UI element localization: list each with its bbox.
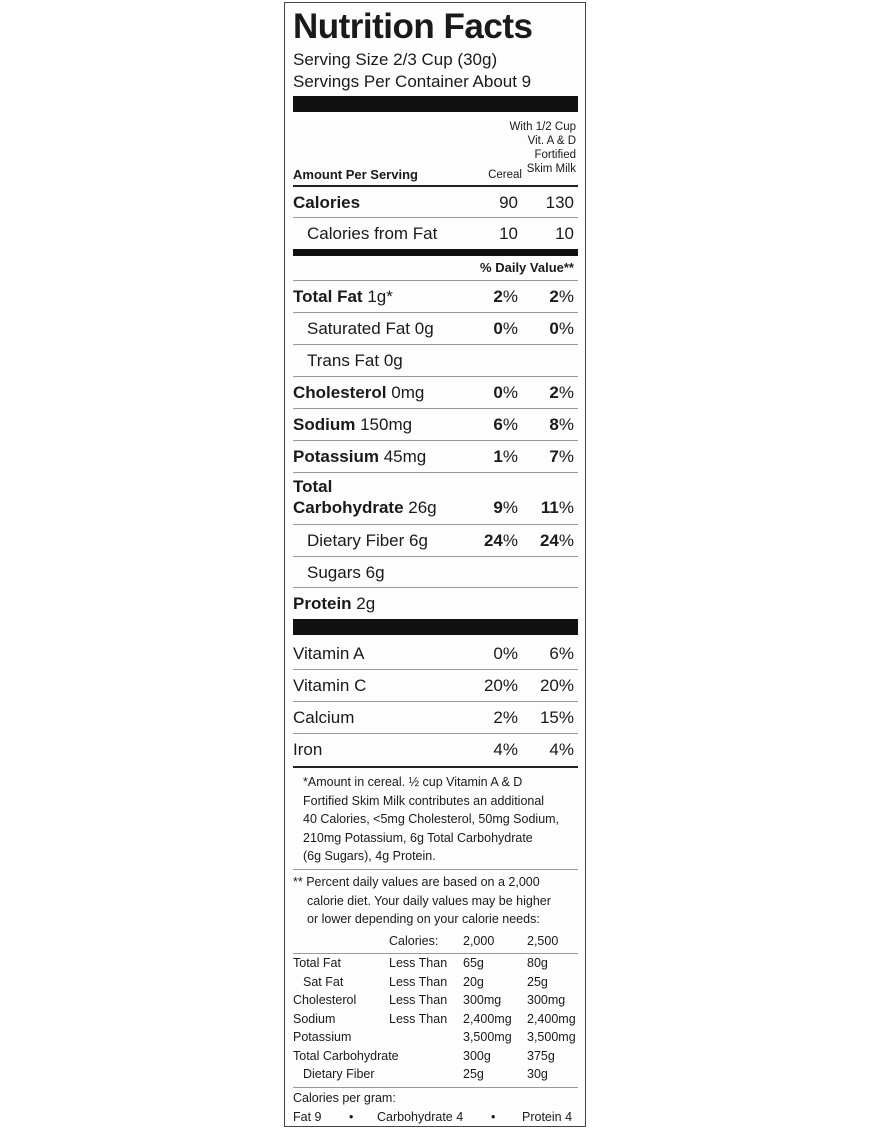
nutrient-amount: 0g [414, 319, 434, 338]
nutrient-row-total-fat [293, 281, 578, 313]
milk-header-line: Fortified [534, 149, 576, 161]
percent-sign: % [558, 447, 574, 466]
nutrient-cereal-dv [484, 531, 518, 551]
calories-per-gram-fat: Fat 9 [293, 1110, 322, 1124]
percent-sign: % [502, 531, 518, 550]
dv-row-qualifier: Less Than [389, 956, 448, 970]
dv-number: 0 [493, 319, 503, 338]
vitamin-milk: 6% [549, 644, 574, 663]
vitamin-row-calcium [293, 702, 578, 734]
percent-sign: % [502, 383, 518, 402]
nutrient-amount: 2g [356, 594, 376, 613]
percent-sign: % [558, 531, 574, 550]
nutrient-row-cholesterol [293, 377, 578, 409]
vitamin-milk: 20% [539, 676, 574, 695]
vitamin-cereal: 20% [483, 676, 518, 695]
dv-row-name: Total Carbohydrate [293, 1048, 399, 1063]
dv-row-value-2000: 3,500mg [463, 1030, 512, 1044]
dv-number: 0 [549, 319, 559, 338]
footnote-line: or lower depending on your calorie needs: [307, 912, 540, 926]
dv-row-qualifier: Less Than [389, 1011, 448, 1026]
nutrient-label [307, 531, 428, 551]
percent-sign: % [502, 319, 518, 338]
thick-divider-top [293, 96, 578, 112]
vitamin-name: Vitamin A [293, 644, 365, 663]
dv-number: 0 [493, 383, 503, 402]
dv-number: 9 [493, 498, 503, 517]
nutrient-cereal-dv [493, 319, 518, 339]
vitamin-name: Vitamin C [293, 676, 367, 695]
nutrient-row-trans-fat [293, 345, 578, 377]
nutrient-amount: 6g [365, 563, 385, 582]
nutrient-amount: 6g [409, 531, 428, 550]
vitamin-cereal: 0% [493, 644, 518, 663]
nutrient-milk-dv [541, 498, 574, 518]
nutrient-cereal-dv [493, 415, 518, 435]
divider [293, 869, 578, 870]
amount-per-serving: Amount Per Serving [293, 167, 418, 182]
dv-table-names [293, 954, 399, 1084]
dv-number: 11 [540, 498, 559, 517]
nutrient-milk-dv [540, 531, 574, 551]
calories-from-fat-label: Calories from Fat [307, 224, 438, 243]
vitamin-milk: 15% [539, 708, 574, 727]
dv-table-calories-label: Calories: [389, 934, 439, 948]
nutrient-name: Sodium [293, 415, 356, 434]
dv-table-2000-values [463, 954, 512, 1084]
dv-number: 2 [549, 287, 559, 306]
footnote-amount-in-cereal [303, 773, 583, 866]
dv-row-qualifier: Less Than [389, 993, 448, 1007]
percent-sign: % [502, 415, 518, 434]
calories-label-text: Calories [293, 193, 361, 212]
dv-number: 2 [549, 383, 559, 402]
nutrient-name: Carbohydrate [293, 498, 404, 517]
nutrient-milk-dv [549, 287, 574, 307]
nutrient-name: Protein [293, 594, 352, 613]
nutrient-name: Trans Fat [307, 351, 380, 370]
milk-header-line: Vit. A & D [527, 135, 576, 147]
nutrient-amount: 0mg [391, 383, 425, 402]
calories-per-gram-carbohydrate: Carbohydrate 4 [377, 1110, 464, 1124]
nutrient-cereal-dv [493, 447, 518, 467]
vitamin-milk: 4% [549, 740, 574, 759]
dv-row-name: Sodium [293, 1011, 336, 1026]
nutrient-name: Cholesterol [293, 383, 387, 402]
nutrient-name-line1: Total [293, 477, 333, 496]
thick-divider-mid [293, 249, 578, 256]
calories-from-fat-milk: 10 [555, 224, 574, 243]
label-title: Nutrition Facts [293, 7, 533, 46]
divider [293, 1087, 578, 1088]
dv-number: 24 [539, 531, 559, 550]
dv-row-name: Dietary Fiber [303, 1067, 375, 1081]
dv-row-qualifier: Less Than [389, 974, 448, 989]
nutrient-milk-dv [549, 319, 574, 339]
vitamin-row-a [293, 638, 578, 670]
footnote-line: calorie diet. Your daily values may be higher [307, 893, 551, 908]
nutrient-label [307, 563, 385, 583]
dv-row-name: Sat Fat [303, 974, 344, 989]
footnote-line: 40 Calories, <5mg Cholesterol, 50mg Sodium, [303, 812, 560, 826]
nutrient-label [293, 415, 412, 435]
footnote-line: 210mg Potassium, 6g Total Carbohydrate [303, 830, 533, 845]
dv-table-header-2000: 2,000 [463, 934, 495, 948]
footnote-line: ** Percent daily values are based on a 2,000 [293, 875, 540, 889]
nutrient-label [293, 498, 437, 518]
footnote-line: (6g Sugars), 4g Protein. [303, 849, 436, 863]
dv-row-value-2000: 300g [463, 1048, 491, 1063]
vitamin-name: Calcium [293, 708, 355, 727]
separator-dot: • [349, 1110, 354, 1124]
footnote-line: *Amount in cereal. ½ cup Vitamin A & D [303, 775, 523, 789]
dv-number: 6 [493, 415, 503, 434]
percent-sign: % [558, 415, 574, 434]
vitamin-row-c [293, 670, 578, 702]
nutrient-cereal-dv [493, 498, 518, 518]
nutrient-label [293, 287, 393, 307]
vitamin-cereal: 2% [493, 708, 518, 727]
nutrient-amount: 0g [383, 351, 403, 370]
thick-divider-vitamins [293, 619, 578, 635]
nutrient-row-sugars [293, 557, 578, 589]
separator-dot: • [491, 1110, 496, 1124]
dv-table-header-2500: 2,500 [527, 934, 559, 948]
footnote-line: Fortified Skim Milk contributes an additional [303, 793, 545, 808]
dv-table-2500-values [527, 954, 576, 1084]
calories-cereal: 90 [499, 193, 518, 212]
footnote-daily-values [293, 873, 578, 929]
dv-row-value-2500: 2,400mg [527, 1011, 576, 1026]
dv-row-value-2000: 25g [463, 1067, 484, 1081]
dv-row-value-2000: 65g [463, 956, 484, 970]
calories-row [293, 187, 578, 219]
servings-per-container: Servings Per Container About 9 [293, 72, 532, 91]
dv-row-name: Total Fat [293, 956, 341, 970]
nutrient-name: Dietary Fiber [307, 531, 405, 550]
nutrient-amount: 45mg [383, 447, 427, 466]
nutrient-amount: 26g [408, 498, 437, 517]
nutrient-cereal-dv [493, 383, 518, 403]
dv-row-value-2500: 375g [527, 1048, 555, 1063]
nutrient-name: Sugars [307, 563, 361, 582]
dv-row-value-2500: 30g [527, 1067, 548, 1081]
nutrient-milk-dv [549, 383, 574, 403]
percent-sign: % [558, 498, 574, 517]
dv-number: 7 [549, 447, 559, 466]
dv-number: 2 [493, 287, 503, 306]
percent-sign: % [558, 383, 574, 402]
nutrient-row-total-carbohydrate [293, 473, 578, 525]
nutrient-name: Potassium [293, 447, 379, 466]
vitamin-cereal: 4% [493, 740, 518, 759]
serving-size: Serving Size 2/3 Cup (30g) [293, 50, 498, 69]
nutrient-row-dietary-fiber [293, 525, 578, 557]
dv-row-value-2500: 80g [527, 956, 548, 970]
nutrient-label [307, 351, 403, 371]
divider [293, 766, 578, 768]
cereal-column-header: Cereal [488, 169, 522, 181]
percent-sign: % [502, 447, 518, 466]
dv-row-value-2500: 3,500mg [527, 1030, 576, 1044]
nutrient-cereal-dv [493, 287, 518, 307]
dv-row-value-2000: 2,400mg [463, 1011, 512, 1026]
percent-sign: % [502, 498, 518, 517]
nutrient-label [293, 447, 426, 467]
milk-header-line: Skim Milk [526, 163, 576, 175]
nutrient-amount: 1g* [367, 287, 393, 306]
dv-number: 1 [493, 447, 503, 466]
calories-from-fat-row [293, 218, 578, 250]
milk-header-line: With 1/2 Cup [509, 121, 576, 133]
calories-per-gram-label: Calories per gram: [293, 1091, 396, 1105]
dv-row-value-2500: 25g [527, 974, 548, 989]
dv-row-value-2000: 20g [463, 974, 484, 989]
dv-row-value-2000: 300mg [463, 993, 502, 1007]
nutrient-row-sodium [293, 409, 578, 441]
nutrient-row-protein [293, 588, 578, 620]
nutrient-label [293, 594, 375, 614]
nutrient-label [293, 383, 424, 403]
calories-per-gram-protein: Protein 4 [522, 1110, 573, 1124]
nutrient-milk-dv [549, 415, 574, 435]
dv-row-name: Potassium [293, 1030, 352, 1044]
percent-sign: % [558, 319, 574, 338]
vitamin-name: Iron [293, 740, 323, 759]
nutrient-amount: 150mg [360, 415, 413, 434]
dv-table-qualifiers [389, 954, 447, 1028]
daily-value-header: % Daily Value** [480, 260, 574, 275]
nutrition-facts-label [284, 2, 586, 1127]
percent-sign: % [502, 287, 518, 306]
nutrient-row-potassium [293, 441, 578, 473]
dv-number: 24 [483, 531, 503, 550]
dv-row-value-2500: 300mg [527, 993, 566, 1007]
vitamin-row-iron [293, 734, 578, 766]
nutrient-name: Saturated Fat [307, 319, 411, 338]
dv-row-name: Cholesterol [293, 993, 357, 1007]
calories-milk: 130 [545, 193, 574, 212]
calories-label [293, 193, 360, 213]
dv-number: 8 [549, 415, 559, 434]
nutrient-label [307, 319, 434, 339]
nutrient-name: Total Fat [293, 287, 363, 306]
nutrient-row-saturated-fat [293, 313, 578, 345]
percent-sign: % [558, 287, 574, 306]
calories-from-fat-cereal: 10 [499, 224, 518, 243]
nutrient-milk-dv [549, 447, 574, 467]
